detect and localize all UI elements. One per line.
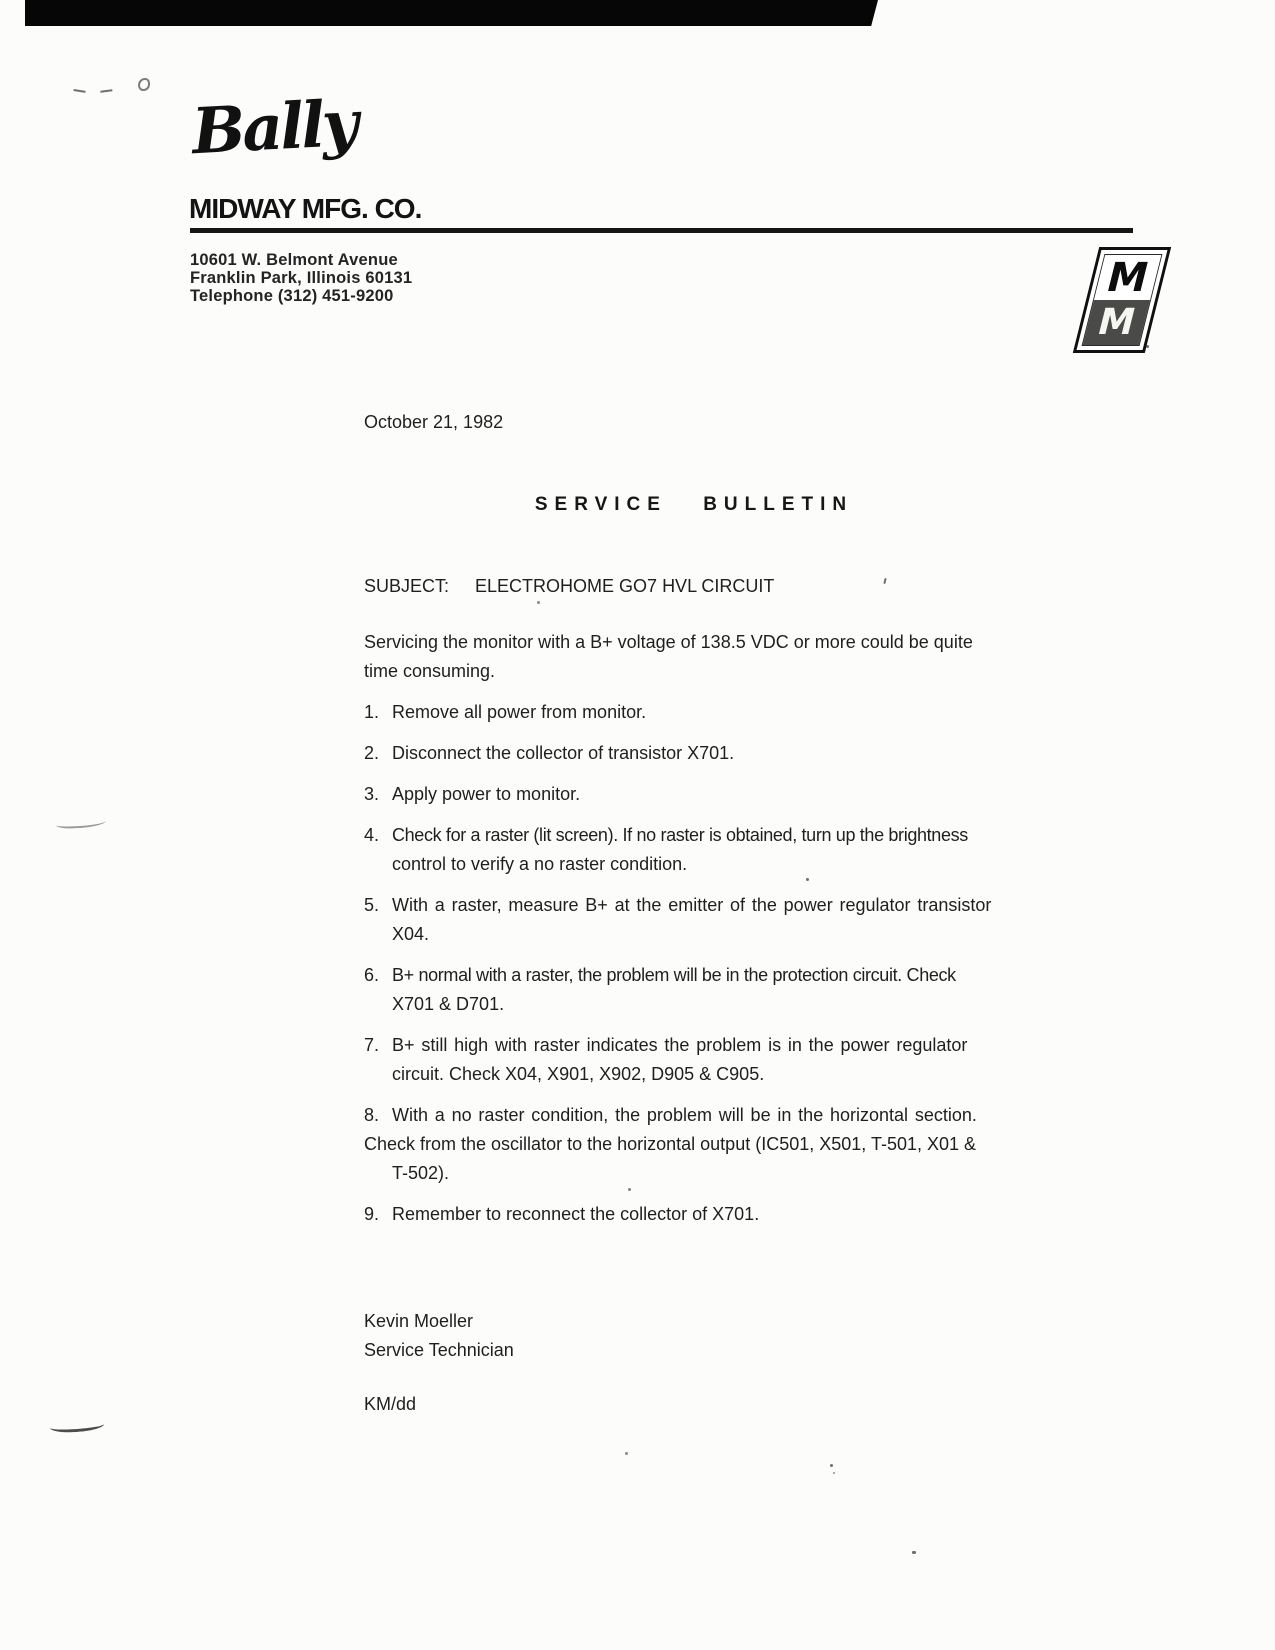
item-number: 5. [364, 895, 380, 915]
signature-block [364, 1307, 1064, 1365]
address-line: Franklin Park, Illinois 60131 [190, 269, 413, 287]
intro-line: time consuming. [364, 661, 496, 681]
list-item [364, 1101, 1064, 1188]
pencil-mark [73, 83, 86, 93]
list-item [364, 1200, 1064, 1229]
intro-line: Servicing the monitor with a B+ voltage of 138.5 VDC or more could be quite [364, 632, 973, 652]
bulletin-title: SERVICE BULLETIN [534, 494, 854, 515]
item-line: Remember to reconnect the collector of X701. [392, 1204, 760, 1224]
intro-paragraph [364, 628, 1064, 686]
company-name: MIDWAY MFG. CO. [189, 193, 422, 224]
scan-artifact-top-bar [25, 0, 878, 26]
item-number: 6. [364, 965, 380, 985]
letterhead-divider [190, 228, 1133, 233]
signature-title: Service Technician [364, 1340, 514, 1360]
item-line: control to verify a no raster condition. [392, 854, 688, 874]
item-line: T-502). [392, 1163, 450, 1183]
address-line: Telephone (312) 451-9200 [190, 287, 394, 305]
item-line: Remove all power from monitor. [392, 702, 647, 722]
item-line: B+ normal with a raster, the problem will be in the protection circuit. Check [392, 965, 956, 985]
company-address [190, 251, 412, 305]
item-number: 3. [364, 784, 380, 804]
scan-speck [833, 1472, 835, 1474]
list-item [364, 739, 1064, 768]
list-item [364, 780, 1064, 809]
list-item [364, 1031, 1064, 1089]
letter-body [364, 408, 1064, 1419]
item-line: With a raster, measure B+ at the emitter of the power regulator transistor [392, 895, 992, 915]
item-line: X04. [392, 924, 430, 944]
address-line: 10601 W. Belmont Avenue [190, 251, 398, 269]
typist-initials: KM/dd [364, 1394, 417, 1414]
scan-speck [625, 1452, 628, 1455]
item-number: 4. [364, 825, 380, 845]
item-line: With a no raster condition, the problem will be in the horizontal section. [392, 1105, 977, 1125]
pencil-mark-left-margin [50, 1418, 105, 1434]
list-item [364, 891, 1064, 949]
mm-monogram-bottom: M [1083, 300, 1150, 345]
item-line: Apply power to monitor. [392, 784, 581, 804]
subject-text: ELECTROHOME GO7 HVL CIRCUIT [475, 576, 775, 596]
mm-monogram-top: M [1094, 255, 1161, 300]
scan-speck [912, 1551, 916, 1554]
item-number: 7. [364, 1035, 380, 1055]
item-line: circuit. Check X04, X901, X902, D905 & C905. [392, 1064, 765, 1084]
list-item [364, 698, 1064, 727]
pencil-mark [100, 83, 113, 92]
bally-script-logo: Bally [190, 85, 358, 169]
midway-mm-logo-inner [1082, 254, 1163, 346]
list-item [364, 961, 1064, 1019]
subject-label: SUBJECT: [364, 576, 450, 596]
item-number: 9. [364, 1204, 380, 1224]
list-item [364, 821, 1064, 879]
midway-mm-logo [1073, 247, 1171, 353]
pencil-mark-left-margin [56, 817, 106, 830]
signature-name: Kevin Moeller [364, 1311, 474, 1331]
item-line: X701 & D701. [392, 994, 505, 1014]
item-line: Check for a raster (lit screen). If no raster is obtained, turn up the brightness [392, 825, 968, 845]
item-line: B+ still high with raster indicates the problem is in the power regulator [392, 1035, 968, 1055]
letter-date: October 21, 1982 [364, 412, 504, 432]
item-line: Disconnect the collector of transistor X701. [392, 743, 735, 763]
item-line: Check from the oscillator to the horizontal output (IC501, X501, T-501, X01 & [364, 1134, 977, 1154]
item-number: 2. [364, 743, 380, 763]
item-number: 1. [364, 702, 380, 722]
pencil-mark [138, 78, 150, 91]
item-number: 8. [364, 1105, 380, 1125]
subject-line [364, 572, 1064, 601]
scan-speck [830, 1464, 833, 1467]
